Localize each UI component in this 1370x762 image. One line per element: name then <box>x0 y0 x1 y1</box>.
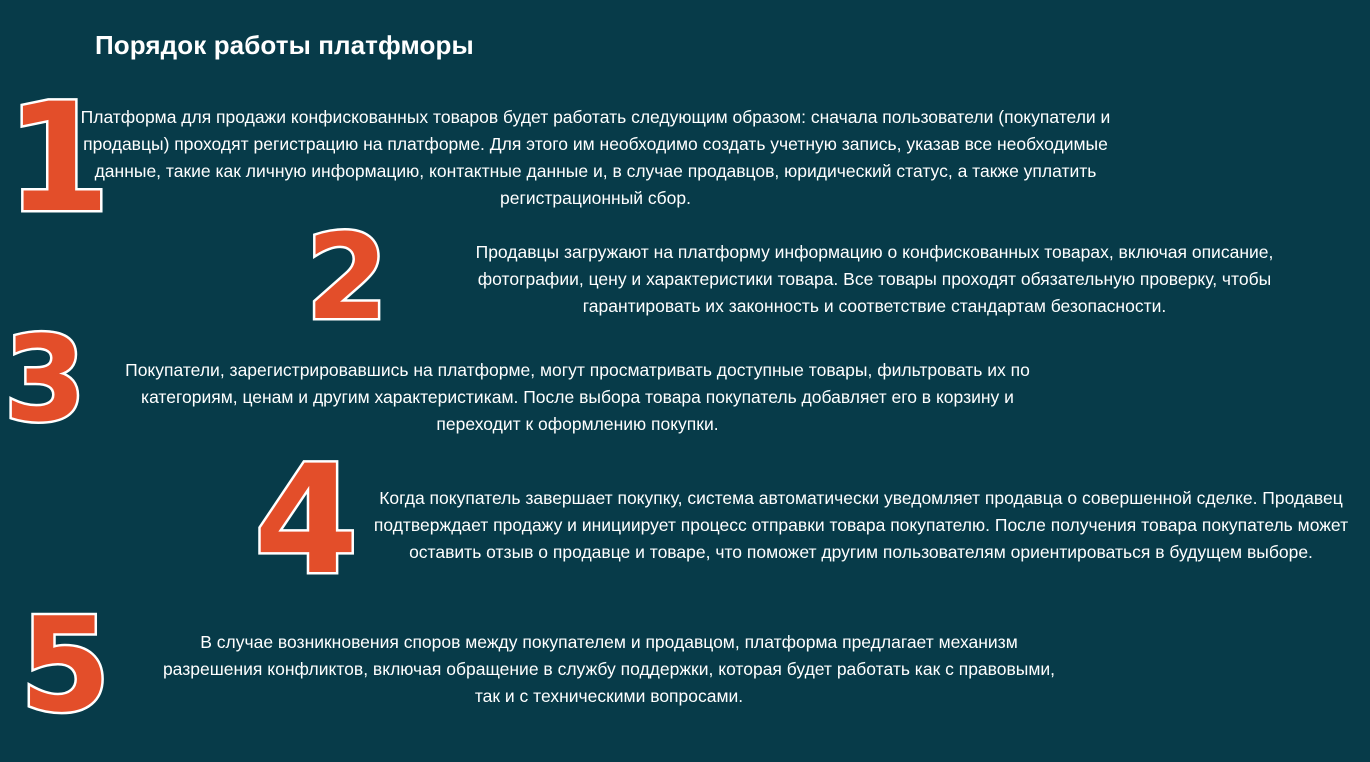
step-number-4: 4 <box>254 434 359 608</box>
step-text-2: Продавцы загружают на платформу информацию о конфискованных товарах, включая описание, фотографии, цену и характеристики товара. Все товары проходят обязательную проверку, чтобы гарантировать их законность и соответствие стандартам безопасности. <box>475 242 1274 316</box>
step-number-5: 5 <box>20 589 111 741</box>
step-text-1: Платформа для продажи конфискованных товаров будет работать следующим образом: сначала пользователи (покупатели и продавцы) проходят регистрацию на платформе. Для этого им необходимо создать учетную запись, указав все необходимые данные, такие как личную информацию, контактные данные и, в случае продавцов, юридический статус, а также уплатить регистрационный сбор. <box>80 107 1111 208</box>
step-number-1: 1 <box>6 72 111 246</box>
step-text-5: В случае возникновения споров между покупателем и продавцом, платформа предлагает механизм разрешения конфликтов, включая обращение в службу поддержки, которая будет работать как с правовыми, так и с техническими вопросами. <box>162 632 1056 706</box>
step-text-4: Когда покупатель завершает покупку, система автоматически уведомляет продавца о совершенной сделке. Продавец подтверждает продажу и инициирует процесс отправки товара покупателю. После получения товара покупатель может оставить отзыв о продавце и товаре, что поможет другим пользователям ориентироваться в будущем выборе. <box>373 488 1349 562</box>
step-number-3: 3 <box>4 310 87 448</box>
page-title: Порядок работы платфморы <box>95 30 474 60</box>
step-text-3: Покупатели, зарегистрировавшись на платформе, могут просматривать доступные товары, фильтровать их по категориям, ценам и другим характеристикам. После выбора товара покупатель добавляет его в корзину и переходит к оформлению покупки. <box>125 360 1030 434</box>
step-number-2: 2 <box>306 208 389 346</box>
